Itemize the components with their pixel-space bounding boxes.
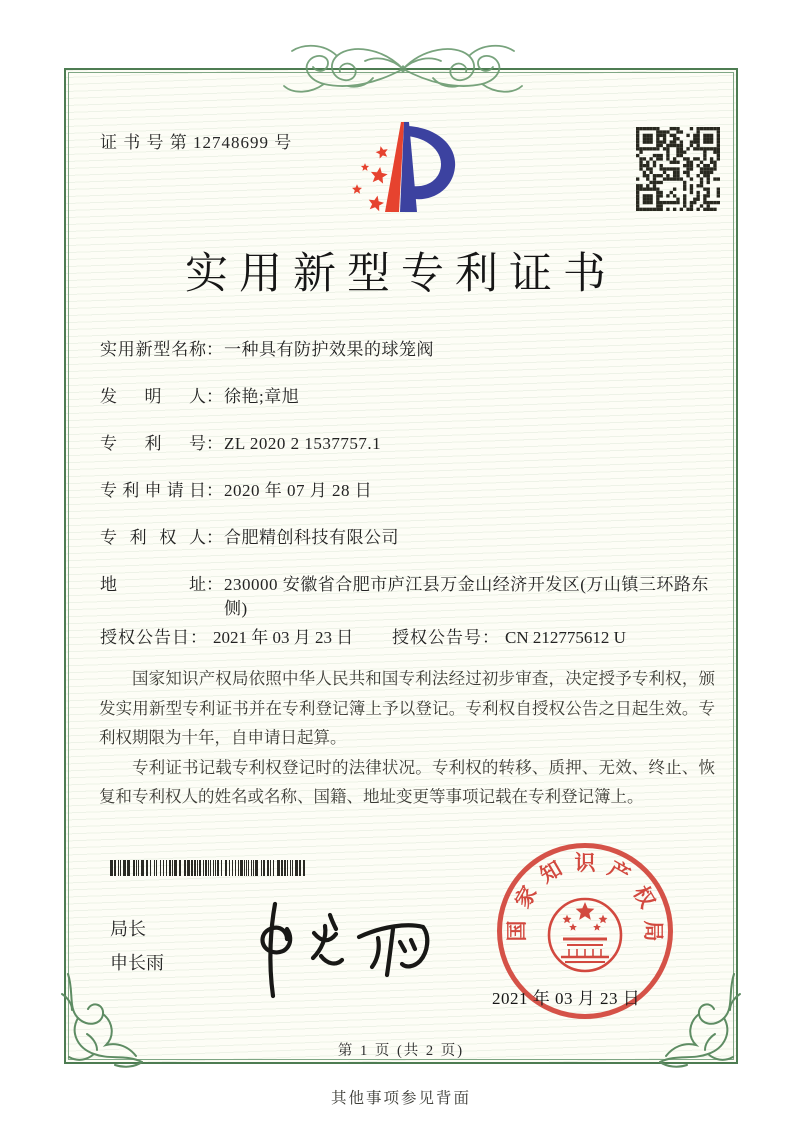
field-address: 地址 ： 230000 安徽省合肥市庐江县万金山经济开发区(万山镇三环路东侧) [100,573,714,621]
field-grant-date: 授权公告日 ： 2021 年 03 月 23 日 [100,628,354,647]
qr-code-icon [636,127,720,211]
field-patent-number: 专利号 ： ZL 2020 2 1537757.1 [100,432,714,456]
field-value: 合肥精创科技有限公司 [224,528,399,547]
field-value: ZL 2020 2 1537757.1 [224,434,382,453]
field-application-date: 专利申请日 ： 2020 年 07 月 28 日 [100,479,714,503]
certificate-fields [100,338,714,650]
field-value: 徐艳;章旭 [224,387,300,406]
seal-char: 家 [510,881,542,913]
field-label: 专利权人 [100,528,206,547]
barcode-icon [110,860,307,876]
page-number: 第 1 页 (共 2 页) [337,1043,465,1059]
seal-char: 国 [505,920,529,942]
field-inventor: 发明人 ： 徐艳;章旭 [100,385,714,409]
field-grant-row [100,626,714,650]
legal-paragraph-1: 国家知识产权局依照中华人民共和国专利法经过初步审查，决定授予专利权，颁发实用新型专利证书并在专利登记簿上予以登记。专利权自授权公告之日起生效。专利权期限为十年，自申请日起算。 [99,669,715,747]
seal-char: 产 [603,856,635,888]
legal-text [99,664,715,812]
certificate-title: 实用新型专利证书 [185,251,617,298]
field-grant-number: 授权公告号 ： CN 212775612 U [392,628,626,647]
field-label: 专利申请日 [100,481,206,500]
director-block [110,912,164,980]
director-name: 申长雨 [110,953,164,973]
director-title: 局长 [110,919,146,939]
handwritten-signature-icon [228,896,433,1006]
seal-char: 知 [535,856,567,888]
field-label: 实用新型名称 [100,340,206,359]
field-patentee: 专利权人 ： 合肥精创科技有限公司 [100,526,714,550]
back-side-note: 其他事项参见背面 [330,1090,471,1107]
seal-date: 2021 年 03 月 23 日 [492,989,641,1008]
certificate-number: 证 书 号 第 12748699 号 [100,133,293,152]
field-value: 230000 安徽省合肥市庐江县万金山经济开发区(万山镇三环路东侧) [224,575,709,618]
field-label: 专利号 [100,434,206,453]
field-value: 一种具有防护效果的球笼阀 [224,340,434,359]
seal-char: 局 [641,920,665,942]
seal-char: 识 [574,851,596,875]
legal-paragraph-2: 专利证书记载专利权登记时的法律状况。专利权的转移、质押、无效、终止、恢复和专利权人的姓名或名称、国籍、地址变更等事项记载在专利登记簿上。 [99,757,715,806]
cnipa-patent-logo-icon [338,116,468,223]
field-utility-model-name: 实用新型名称 ： 一种具有防护效果的球笼阀 [100,338,714,362]
field-label: 发明人 [100,387,206,406]
national-emblem-icon [549,899,621,971]
field-value: 2020 年 07 月 28 日 [224,481,373,500]
seal-char: 权 [628,881,660,913]
field-label: 地址 [100,575,206,594]
